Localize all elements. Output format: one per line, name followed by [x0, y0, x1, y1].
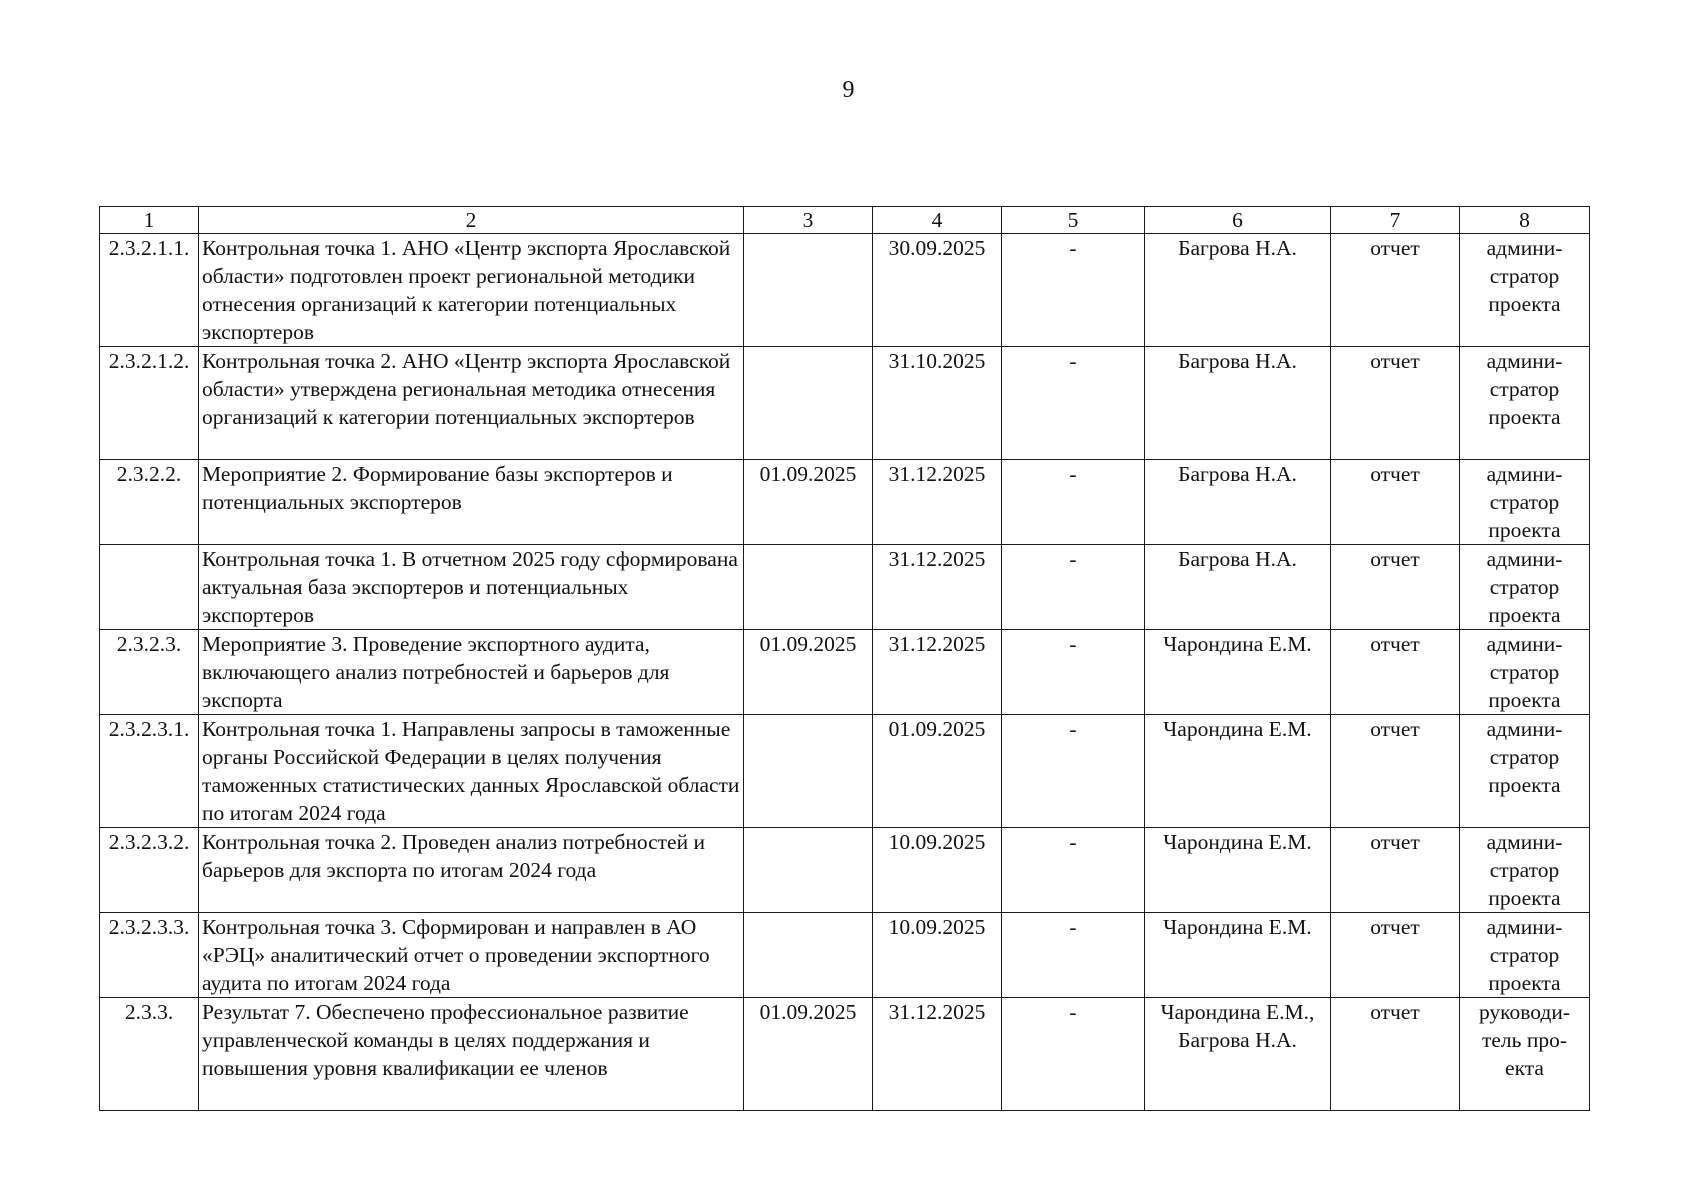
table-row — [100, 460, 1590, 545]
start-date — [744, 828, 873, 913]
header-row — [100, 207, 1590, 234]
row-number: 2.3.2.2. — [100, 460, 199, 545]
end-date: 31.12.2025 — [873, 460, 1002, 545]
start-date — [744, 913, 873, 998]
item-name: Контрольная точка 2. АНО «Центр экспорта Ярославской области» утверждена региональная методика отнесения организаций к категории потенциальных экспортеров — [199, 347, 744, 460]
responsible-person: Багрова Н.А. — [1145, 545, 1331, 630]
item-name: Контрольная точка 3. Сформирован и направлен в АО «РЭЦ» аналитический отчет о проведении экспортного аудита по итогам 2024 года — [199, 913, 744, 998]
item-name: Контрольная точка 2. Проведен анализ потребностей и барьеров для экспорта по итогам 2024 года — [199, 828, 744, 913]
column-5-value: - — [1002, 998, 1145, 1111]
item-name: Контрольная точка 1. Направлены запросы в таможенные органы Российской Федерации в целях получения таможенных статистических данных Ярославской области по итогам 2024 года — [199, 715, 744, 828]
responsible-person: Чарондина Е.М. — [1145, 715, 1331, 828]
responsible-role: админи-стратор проекта — [1460, 460, 1590, 545]
page-number: 9 — [842, 77, 855, 103]
responsible-role: админи-стратор проекта — [1460, 347, 1590, 460]
column-5-value: - — [1002, 347, 1145, 460]
column-5-value: - — [1002, 828, 1145, 913]
plan-table — [99, 206, 1590, 1111]
item-name: Мероприятие 3. Проведение экспортного аудита, включающего анализ потребностей и барьеров для экспорта — [199, 630, 744, 715]
start-date — [744, 347, 873, 460]
start-date — [744, 715, 873, 828]
row-number: 2.3.2.1.1. — [100, 234, 199, 347]
column-5-value: - — [1002, 630, 1145, 715]
table-row — [100, 913, 1590, 998]
header-cell: 5 — [1002, 207, 1145, 234]
document-type: отчет — [1331, 828, 1460, 913]
document-type: отчет — [1331, 630, 1460, 715]
responsible-role: руководи-тель про-екта — [1460, 998, 1590, 1111]
header-cell: 2 — [199, 207, 744, 234]
start-date — [744, 234, 873, 347]
end-date: 31.12.2025 — [873, 998, 1002, 1111]
item-name: Мероприятие 2. Формирование базы экспортеров и потенциальных экспортеров — [199, 460, 744, 545]
column-5-value: - — [1002, 715, 1145, 828]
row-number: 2.3.3. — [100, 998, 199, 1111]
responsible-person: Багрова Н.А. — [1145, 234, 1331, 347]
table-row — [100, 347, 1590, 460]
column-5-value: - — [1002, 545, 1145, 630]
header-cell: 4 — [873, 207, 1002, 234]
end-date: 31.10.2025 — [873, 347, 1002, 460]
document-type: отчет — [1331, 913, 1460, 998]
responsible-person: Багрова Н.А. — [1145, 347, 1331, 460]
responsible-role: админи-стратор проекта — [1460, 630, 1590, 715]
table-row — [100, 234, 1590, 347]
document-type: отчет — [1331, 545, 1460, 630]
table-row — [100, 715, 1590, 828]
item-name: Результат 7. Обеспечено профессиональное развитие управленческой команды в целях поддержания и повышения уровня квалификации ее членов — [199, 998, 744, 1111]
column-5-value: - — [1002, 913, 1145, 998]
end-date: 01.09.2025 — [873, 715, 1002, 828]
row-number: 2.3.2.3. — [100, 630, 199, 715]
header-cell: 6 — [1145, 207, 1331, 234]
responsible-role: админи-стратор проекта — [1460, 545, 1590, 630]
document-type: отчет — [1331, 460, 1460, 545]
header-cell: 7 — [1331, 207, 1460, 234]
document-type: отчет — [1331, 998, 1460, 1111]
start-date: 01.09.2025 — [744, 630, 873, 715]
end-date: 30.09.2025 — [873, 234, 1002, 347]
end-date: 31.12.2025 — [873, 630, 1002, 715]
header-cell: 8 — [1460, 207, 1590, 234]
end-date: 10.09.2025 — [873, 913, 1002, 998]
row-number — [100, 545, 199, 630]
row-number: 2.3.2.3.3. — [100, 913, 199, 998]
responsible-person: Чарондина Е.М. — [1145, 913, 1331, 998]
column-5-value: - — [1002, 460, 1145, 545]
table-row — [100, 630, 1590, 715]
table-row — [100, 998, 1590, 1111]
responsible-role: админи-стратор проекта — [1460, 234, 1590, 347]
document-type: отчет — [1331, 347, 1460, 460]
item-name: Контрольная точка 1. В отчетном 2025 году сформирована актуальная база экспортеров и потенциальных экспортеров — [199, 545, 744, 630]
document-type: отчет — [1331, 715, 1460, 828]
document-type: отчет — [1331, 234, 1460, 347]
start-date — [744, 545, 873, 630]
table-row — [100, 545, 1590, 630]
row-number: 2.3.2.3.2. — [100, 828, 199, 913]
responsible-person: Чарондина Е.М. — [1145, 828, 1331, 913]
header-cell: 1 — [100, 207, 199, 234]
row-number: 2.3.2.1.2. — [100, 347, 199, 460]
header-cell: 3 — [744, 207, 873, 234]
responsible-role: админи-стратор проекта — [1460, 913, 1590, 998]
end-date: 10.09.2025 — [873, 828, 1002, 913]
responsible-person: Чарондина Е.М., Багрова Н.А. — [1145, 998, 1331, 1111]
table-row — [100, 828, 1590, 913]
item-name: Контрольная точка 1. АНО «Центр экспорта Ярославской области» подготовлен проект региональной методики отнесения организаций к категории потенциальных экспортеров — [199, 234, 744, 347]
responsible-role: админи-стратор проекта — [1460, 828, 1590, 913]
responsible-person: Багрова Н.А. — [1145, 460, 1331, 545]
row-number: 2.3.2.3.1. — [100, 715, 199, 828]
column-5-value: - — [1002, 234, 1145, 347]
start-date: 01.09.2025 — [744, 998, 873, 1111]
start-date: 01.09.2025 — [744, 460, 873, 545]
responsible-person: Чарондина Е.М. — [1145, 630, 1331, 715]
end-date: 31.12.2025 — [873, 545, 1002, 630]
responsible-role: админи-стратор проекта — [1460, 715, 1590, 828]
